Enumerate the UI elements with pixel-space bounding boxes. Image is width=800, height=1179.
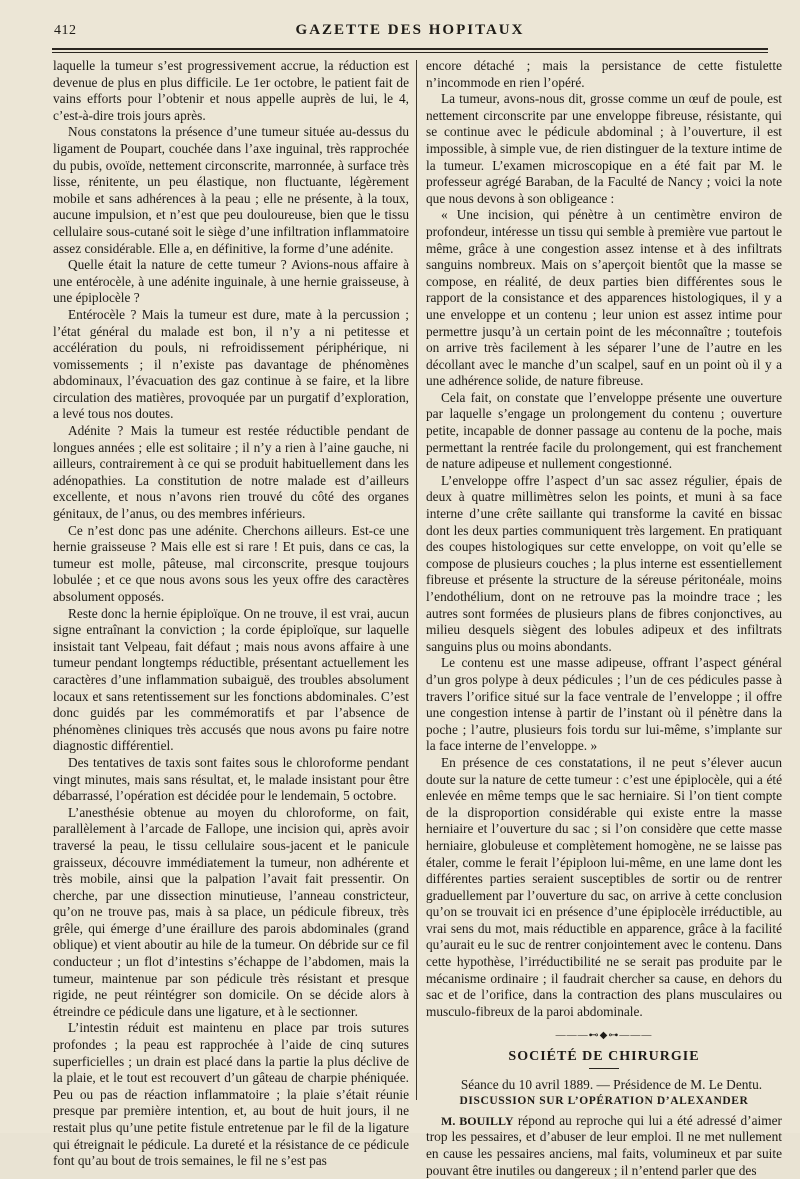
short-rule — [589, 1068, 619, 1069]
paragraph: Nous constatons la présence d’une tumeur située au-dessus du ligament de Poupart, couchée dans l’axe inguinal, très rapprochée du pubis, ovoïde, nettement circonscrite, marronnée, à surface très lisse, rénitente, un peu élastique, non fluctuante, légèrement mobile et sans adhérences à la peau ; elle ne présente, à la toux, aucune impulsion, et n’est que peu douloureuse, bien que le tissu cellulaire sous-cutané soit le siège d’une infiltration inflammatoire assez considérable. Elle a, en définitive, la forme d’une adénite. — [53, 124, 409, 256]
running-title: GAZETTE DES HOPITAUX — [295, 22, 525, 38]
paragraph: Cela fait, on constate que l’enveloppe présente une ouverture par laquelle s’engage un prolongement du contenu ; ouverture petite, incapable de donner passage au contenu de la poche, mais permettant la rentrée facile du prolongement, qui est franchement de nature adipeuse et nullement congestionné. — [426, 389, 782, 472]
paragraph: Des tentatives de taxis sont faites sous le chloroforme pendant vingt minutes, mais sans résultat, et, le malade insistant pour être débarrassé, l’opération est décidée pour le lendemain, 5 octobre. — [53, 754, 409, 804]
speaker-text: répond au reproche qui lui a été adressé d’aimer trop les pessaires, et d’abuser de leur emploi. Il ne met nullement en cause les pessaires anciens, mal faits, volumineux et par suite pouvant être inutiles ou dangereux ; il n’entend parler que des — [426, 1112, 782, 1178]
paragraph: L’anesthésie obtenue au moyen du chloroforme, on fait, parallèlement à l’arcade de Fallope, une incision qui, après avoir traversé la peau, le tissu cellulaire sous-jacent et le panicule graisseux, découvre immédiatement la tumeur, non adhérente et très mobile, ainsi que la palpation l’avait fait pressentir. On cherche, par une dissection minutieuse, l’anneau constricteur, qu’on ne trouve pas, mais à sa place, un pédicule fibreux, très grêle, qui émerge d’une éraillure des parois abdominales (grand oblique) et vient aboutir au hile de la tumeur. On débride sur ce fil conducteur ; un flot d’intestins s’échappe de l’abdomen, mais la tumeur, maintenue par son pédicule très résistant et presque rigide, ne peut réintégrer son domicile. On se décide alors à étreindre ce pédicule dans une ligature, et à le sectionner. — [53, 804, 409, 1019]
paragraph: L’intestin réduit est maintenu en place par trois sutures profondes ; la peau est rapprochée à l’aide de cinq sutures superficielles ; un drain est placé dans la partie la plus déclive de la plaie, et le tout est recouvert d’un gâteau de charpie phéniquée. Peu ou pas de réaction inflammatoire ; la plaie s’était réunie presque par première intention, et, au bout de huit jours, il ne restait plus qu’une petite fistule entretenue par le fil de la ligature qui étreignait le pédicule. La dureté et la résistance de ce pédicule font qu’au bout de trois semaines, le fil ne s’est pas — [53, 1020, 409, 1169]
left-column — [53, 58, 409, 1169]
column-divider — [416, 60, 417, 1100]
paragraph: En présence de ces constatations, il ne peut s’élever aucun doute sur la nature de cette tumeur : c’est une épiplocèle, qui a été enlevée en même temps que le sac herniaire. Si l’on tient compte de la disproportion considérable qui existe entre la masse herniaire et l’ouverture du sac ; si l’on considère que cette masse herniaire, globuleuse et complètement homogène, ne se laisse pas étaler, comme le ferait l’épiploon lui-même, en une lame dont les différentes parties seraient susceptibles de sortir ou de rentrer graduellement par l’ouverture du sac, on arrive à cette conclusion qu’on se trouvait ici en présence d’une épiplocèle irréductible, au vrai sens du mot, mais réductible en apparence, grâce à la facilité qu’aurait eu le suc de rentrer conjointement avec le contenu. Dans cette hypothèse, l’irréductibilité ne se serait pas produite par le mécanisme ordinaire ; il faudrait chercher sa cause, en dehors du sac et de l’orifice, dans la contraction des plans musculaires ou musculo-fibreux de la paroi abdominale. — [426, 754, 782, 1019]
header-rule — [52, 48, 768, 53]
paragraph: « Une incision, qui pénètre à un centimètre environ de profondeur, intéresse un tissu qui semble à première vue partout le même, grâce à une congestion assez intense et à des infiltrats sanguins nombreux. Mais on s’aperçoit bientôt que la masse se compose, en réalité, de deux parties bien différentes sous le rapport de la consistance et des apparences histologiques, il y a une enveloppe et un contenu ; leur union est assez intime pour permettre jusqu’à un certain point de les méconnaître ; toutefois on arrive très facilement à les séparer l’une de l’autre en les décollant avec le manche d’un scalpel, sauf en un point où il y a une adhérence solide, de nature fibreuse. — [426, 207, 782, 389]
paragraph: encore détaché ; mais la persistance de cette fistulette n’incommode en rien l’opéré. — [426, 58, 782, 90]
paragraph: Le contenu est une masse adipeuse, offrant l’aspect général d’un gros polype à deux pédicules ; l’un de ces pédicules passe à travers l’orifice situé sur la face ventrale de l’enveloppe ; il offre une congestion intense à partir de l’instant où il pénètre dans la poche ; l’autre, plusieurs fois tordu sur lui-même, s’implante sur la face interne de l’enveloppe. » — [426, 655, 782, 754]
right-column — [426, 58, 782, 1178]
section-title: SOCIÉTÉ DE CHIRURGIE — [508, 1049, 700, 1065]
page-header — [54, 20, 766, 46]
paragraph: L’enveloppe offre l’aspect d’un sac assez régulier, épais de deux à quatre millimètres selon les points, et muni à sa face interne d’une crête saillante qui transforme la cavité en bissac dont les deux parties communiquent très largement. En pratiquant des coupes histologiques sur cette enveloppe, on voit qu’elle se compose de plusieurs couches ; la plus interne est essentiellement fibreuse et présente la structure de la séreuse péritonéale, moins l’endothélium, dont on ne retrouve pas la moindre trace ; les autres sont formées de plusieurs plans de fibres conjonctives, au milieu desquels siègent des lobules adipeux et des infiltrats sanguins plus ou moins abondants. — [426, 472, 782, 654]
speaker-paragraph — [426, 1113, 782, 1179]
speaker-name: M. BOUILLY — [441, 1113, 514, 1128]
paragraph: Ce n’est donc pas une adénite. Cherchons ailleurs. Est-ce une hernie graisseuse ? Mais elle est si rare ! Et puis, dans ce cas, la tumeur est molle, pâteuse, mal circonscrite, presque toujours lobulée ; et ce que nous avons sous les yeux offre des caractères absolument opposés. — [53, 522, 409, 604]
paragraph: La tumeur, avons-nous dit, grosse comme un œuf de poule, est nettement circonscrite par une enveloppe fibreuse, résistante, qui se continue avec le pédicule abdominal ; à l’ouverture, il est impossible, à simple vue, de rien distinguer de la texture intime de la tumeur. L’examen microscopique en a été fait par M. le professeur agrégé Baraban, de la Faculté de Nancy ; voici la note que nous devons à son obligeance : — [426, 91, 782, 206]
page-number: 412 — [54, 23, 77, 38]
discussion-heading: DISCUSSION SUR L’OPÉRATION D’ALEXANDER — [459, 1095, 749, 1108]
paragraph: Entérocèle ? Mais la tumeur est dure, mate à la percussion ; l’état général du malade est bon, il n’y a ni petitesse et accélération du pouls, ni refroidissement périphérique, ni vomissements ; il n’existe pas davantage de phénomènes abdominaux, l’évacuation des gaz continue à se faire, et la libre circulation des matières, provoquée par un purgatif d’exploration, a levé tous nos doutes. — [53, 306, 409, 422]
section-ornament: ———⊷◆⊶——— — [555, 1030, 653, 1042]
session-line: Séance du 10 avril 1889. — Présidence de M. Le Dentu. — [460, 1076, 763, 1092]
paragraph: laquelle la tumeur s’est progressivement accrue, la réduction est devenue de plus en plus difficile. Le 1er octobre, le patient fait de vains efforts pour l’obtenir et nous appelle auprès de lui, le 4, c’est-à-dire trois jours après. — [53, 58, 409, 123]
paragraph: Quelle était la nature de cette tumeur ? Avions-nous affaire à une entérocèle, à une adénite inguinale, à une hernie graisseuse, à une épiplocèle ? — [53, 257, 409, 306]
paragraph: Reste donc la hernie épiploïque. On ne trouve, il est vrai, aucun signe entraînant la conviction ; la corde épiploïque, sur laquelle insistait tant Velpeau, fait défaut ; mais nous avons affaire à une tumeur pendant longtemps réductible, présentant actuellement les caractères d’une inflammation subaiguë, des troubles absolument locaux et sans retentissement sur les fonctions abdominales. C’est donc guidés par les commémoratifs et par l’absence de phénomènes cliniques très accusés que nous avons pu faire notre diagnostic différentiel. — [53, 605, 409, 754]
paragraph: Adénite ? Mais la tumeur est restée réductible pendant de longues années ; elle est solitaire ; il n’y a rien à l’aine gauche, ni ailleurs, contrairement à ce qui se produit habituellement dans les adénopathies. La constitution de notre malade est d’ailleurs excellente, et nous n’avons rien trouvé du côté des organes génitaux, de l’anus, ou des membres inférieurs. — [53, 423, 409, 522]
